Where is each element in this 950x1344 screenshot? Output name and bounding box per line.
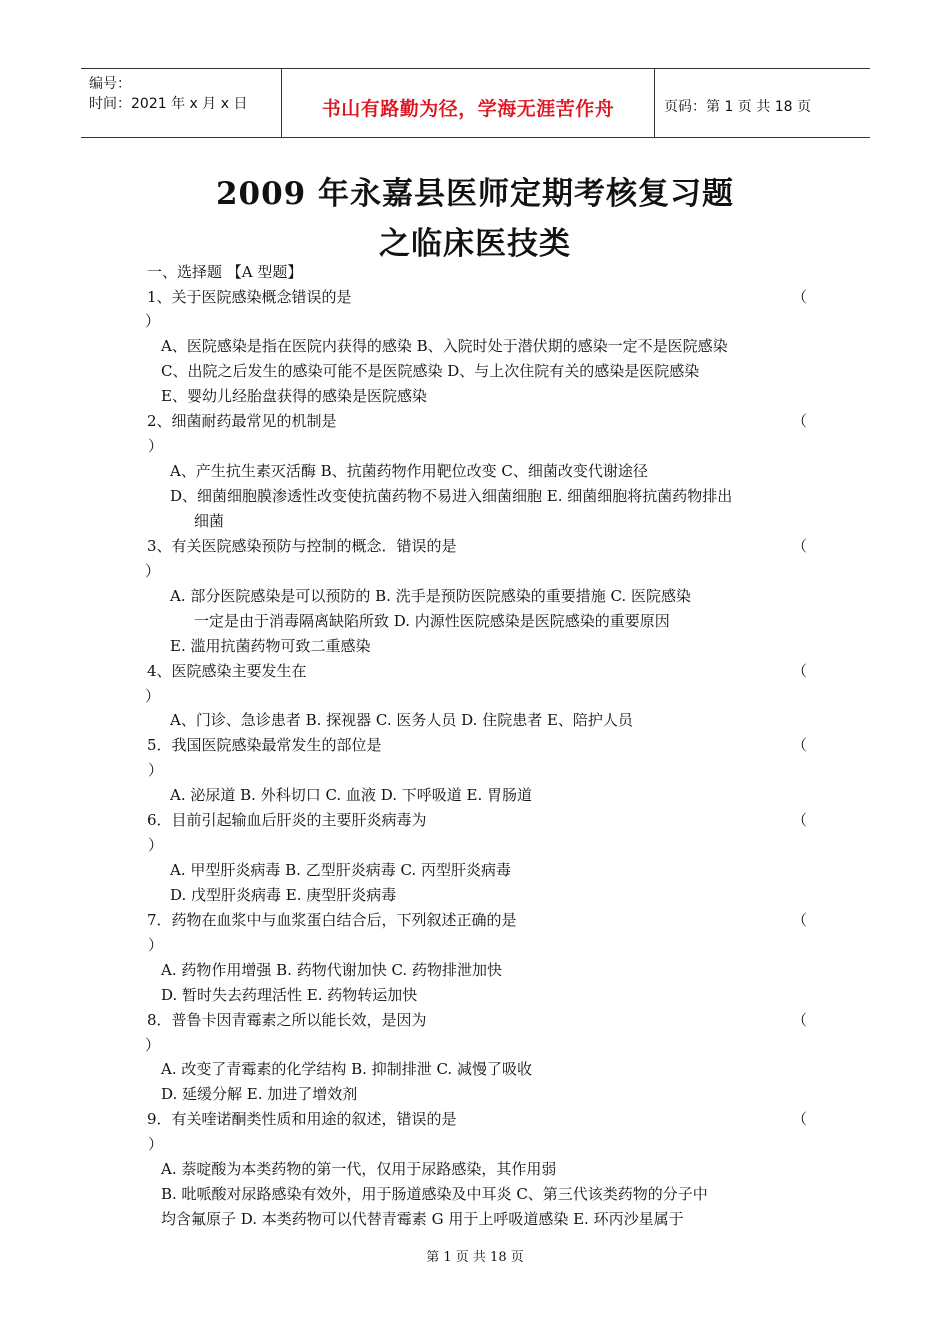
header-info-cell	[81, 69, 281, 137]
question-options-line: A. 改变了青霉素的化学结构 B. 抑制排泄 C. 减慢了吸收	[161, 1060, 532, 1078]
page-info: 页码：第 1 页 共 18 页	[664, 99, 811, 115]
question-options-line: D、细菌细胞膜渗透性改变使抗菌药物不易进入细菌细胞 E. 细菌细胞将抗菌药物排出	[170, 487, 733, 505]
question-options-line: E、婴幼儿经胎盘获得的感染是医院感染	[161, 387, 427, 405]
header-motto-cell	[281, 69, 655, 137]
question-stem: 6．目前引起输血后肝炎的主要肝炎病毒为	[147, 811, 427, 829]
answer-paren-open: （	[792, 662, 808, 680]
page-footer: 第 1 页 共 18 页	[426, 1250, 524, 1265]
answer-paren-close: ）	[145, 1036, 161, 1054]
question-options-line: B. 吡哌酸对尿路感染有效外，用于肠道感染及中耳炎 C、第三代该类药物的分子中	[161, 1185, 708, 1203]
answer-paren-close: ）	[148, 836, 164, 854]
question-options-line: C、出院之后发生的感染可能不是医院感染 D、与上次住院有关的感染是医院感染	[161, 362, 700, 380]
answer-paren-open: （	[792, 736, 808, 754]
answer-paren-close: ）	[148, 761, 164, 779]
question-stem: 2、细菌耐药最常见的机制是	[147, 412, 337, 430]
motto-text: 书山有路勤为径，学海无涯苦作舟	[321, 98, 615, 120]
document-number-label: 编号：	[89, 76, 131, 92]
answer-paren-open: （	[792, 911, 808, 929]
question-options-line: A、产生抗生素灭活酶 B、抗菌药物作用靶位改变 C、细菌改变代谢途径	[170, 462, 648, 480]
question-options-line: 均含氟原子 D. 本类药物可以代替青霉素 G 用于上呼吸道感染 E. 环丙沙星属于	[161, 1210, 684, 1228]
document-header	[81, 68, 870, 138]
answer-paren-open: （	[792, 537, 808, 555]
question-options-line: D. 延缓分解 E. 加进了增效剂	[161, 1085, 358, 1103]
answer-paren-close: ）	[145, 687, 161, 705]
section-heading: 一、选择题 【A 型题】	[147, 263, 303, 281]
answer-paren-open: （	[792, 412, 808, 430]
question-options-line: E. 滥用抗菌药物可致二重感染	[170, 637, 371, 655]
question-stem: 8．普鲁卡因青霉素之所以能长效，是因为	[147, 1011, 427, 1029]
question-stem: 7．药物在血浆中与血浆蛋白结合后，下列叙述正确的是	[147, 911, 517, 929]
question-options-line: D. 戊型肝炎病毒 E. 庚型肝炎病毒	[170, 886, 397, 904]
question-stem: 4、医院感染主要发生在	[147, 662, 307, 680]
question-options-line: A. 泌尿道 B. 外科切口 C. 血液 D. 下呼吸道 E. 胃肠道	[170, 786, 532, 804]
document-title-line2: 之临床医技类	[379, 226, 571, 262]
question-options-line: A. 萘啶酸为本类药物的第一代，仅用于尿路感染，其作用弱	[161, 1160, 557, 1178]
document-date-label: 时间：2021 年 x 月 x 日	[89, 96, 248, 112]
document-title-line1: 2009 年永嘉县医师定期考核复习题	[215, 176, 735, 212]
question-options-line: A. 甲型肝炎病毒 B. 乙型肝炎病毒 C. 丙型肝炎病毒	[170, 861, 511, 879]
answer-paren-close: ）	[148, 437, 164, 455]
answer-paren-close: ）	[145, 312, 161, 330]
question-options-line: A、医院感染是指在医院内获得的感染 B、入院时处于潜伏期的感染一定不是医院感染	[161, 337, 728, 355]
question-options-line: D. 暂时失去药理活性 E. 药物转运加快	[161, 986, 418, 1004]
answer-paren-open: （	[792, 1110, 808, 1128]
answer-paren-close: ）	[148, 1135, 164, 1153]
question-stem: 5．我国医院感染最常发生的部位是	[147, 736, 382, 754]
answer-paren-close: ）	[145, 562, 161, 580]
question-options-line: 细菌	[194, 512, 225, 530]
answer-paren-open: （	[792, 1011, 808, 1029]
question-options-line: A、门诊、急诊患者 B. 探视器 C. 医务人员 D. 住院患者 E、陪护人员	[170, 711, 633, 729]
question-options-line: A. 药物作用增强 B. 药物代谢加快 C. 药物排泄加快	[161, 961, 502, 979]
answer-paren-close: ）	[148, 936, 164, 954]
question-stem: 9．有关喹诺酮类性质和用途的叙述，错误的是	[147, 1110, 457, 1128]
answer-paren-open: （	[792, 811, 808, 829]
question-stem: 1、关于医院感染概念错误的是	[147, 288, 352, 306]
question-options-line: 一定是由于消毒隔离缺陷所致 D. 内源性医院感染是医院感染的重要原因	[194, 612, 670, 630]
question-stem: 3、有关医院感染预防与控制的概念．错误的是	[147, 537, 457, 555]
header-page-cell	[654, 69, 870, 137]
question-options-line: A. 部分医院感染是可以预防的 B. 洗手是预防医院感染的重要措施 C. 医院感染	[170, 587, 691, 605]
answer-paren-open: （	[792, 288, 808, 306]
